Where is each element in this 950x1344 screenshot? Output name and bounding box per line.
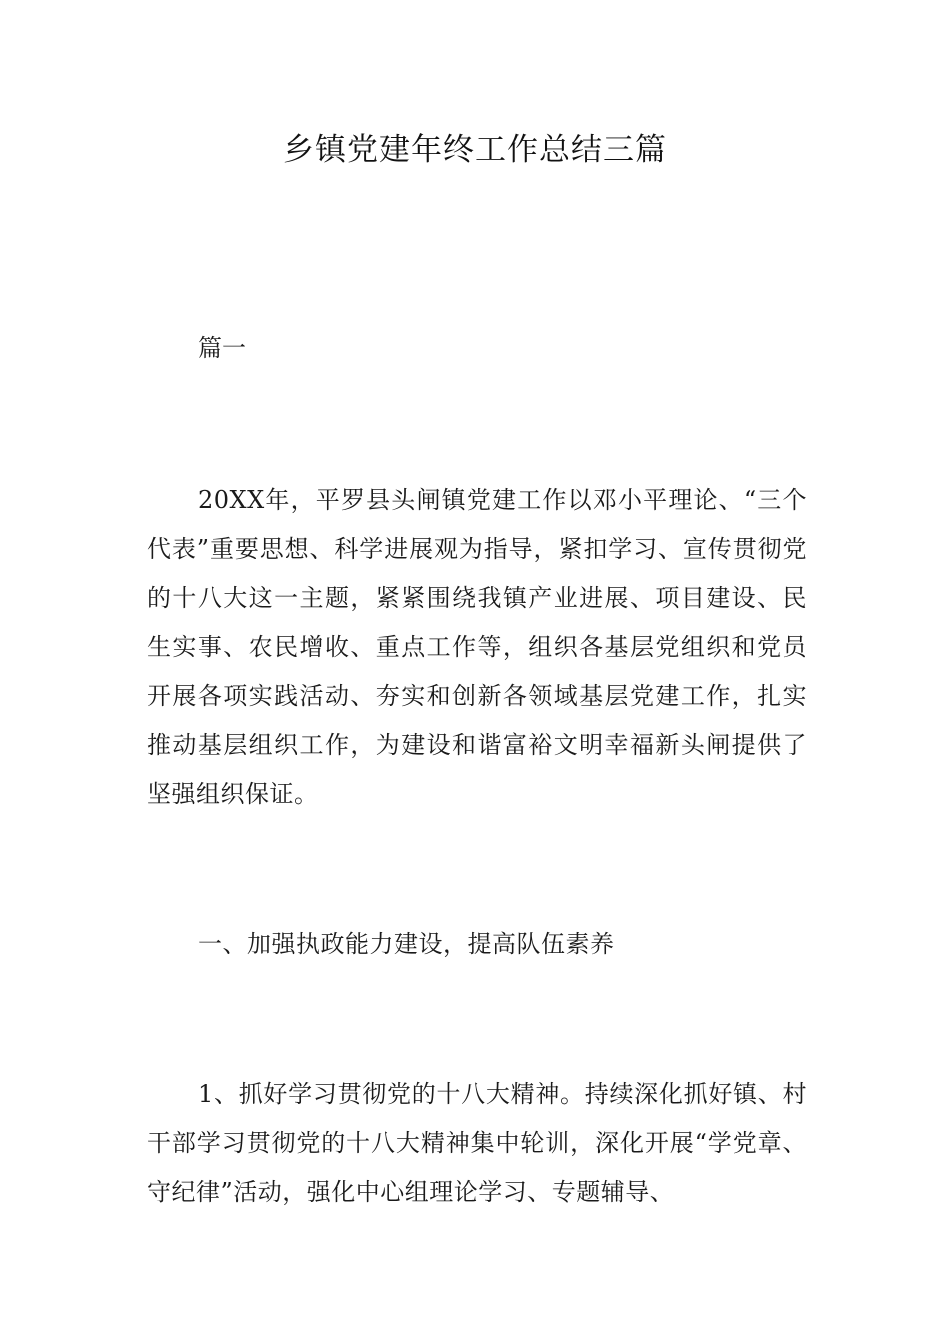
section-heading: 一、加强执政能力建设，提高队伍素养 xyxy=(198,930,615,958)
section-label: 篇一 xyxy=(198,334,246,362)
body-paragraph: 20XX年，平罗县头闸镇党建工作以邓小平理论、“三个代表”重要思想、科学进展观为指导，紧扣学习、宣传贯彻党的十八大这一主题，紧紧围绕我镇产业进展、项目建设、民生实事、农民增收、重点工作等，组织各基层党组织和党员开展各项实践活动、夯实和创新各领域基层党建工作，扎实推动基层组织工作，为建设和谐富裕文明幸福新头闸提供了坚强组织保证。 xyxy=(147,486,807,808)
document-title: 乡镇党建年终工作总结三篇 xyxy=(283,132,667,168)
body-paragraph: 1、抓好学习贯彻党的十八大精神。持续深化抓好镇、村干部学习贯彻党的十八大精神集中轮训，深化开展“学党章、守纪律”活动，强化中心组理论学习、专题辅导、 xyxy=(147,1080,807,1206)
